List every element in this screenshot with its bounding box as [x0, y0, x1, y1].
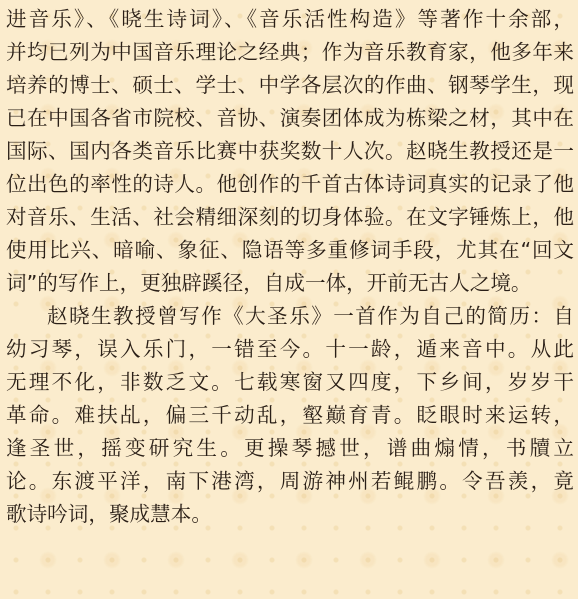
text-line: 词”的写作上，更独辟蹊径，自成一体，开前无古人之境。	[6, 271, 532, 295]
text-line: 逢圣世，摇变研究生。更操琴撼世，谱曲煽情，书牘立	[6, 436, 574, 460]
text-line: 位出色的率性的诗人。他创作的千首古体诗词真实的记录了他	[6, 172, 574, 196]
text-line: 论。东渡平洋，南下港湾，周游神州若鲲鹏。令吾羡，竟	[6, 469, 574, 493]
text-line: 已在中国各省市院校、音协、演奏团体成为栋梁之材，其中在	[6, 106, 574, 130]
text-line: 进音乐》、《晓生诗词》、《音乐活性构造》等著作十余部，	[6, 7, 574, 31]
text-line: 国际、国内各类音乐比赛中获奖数十人次。赵晓生教授还是一	[6, 139, 574, 163]
text-line: 使用比兴、暗喻、象征、隐语等多重修词手段，尤其在“回文	[6, 238, 574, 262]
paragraph-1	[6, 3, 574, 300]
text-line: 革命。难扶乩，偏三千动乱，壑巅育青。眨眼时来运转，	[6, 403, 574, 427]
text-line: 歌诗吟词，聚成慧本。	[6, 502, 212, 526]
text-line: 无理不化，非数乏文。七载寒窗又四度，下乡间，岁岁干	[6, 370, 574, 394]
text-line: 赵晓生教授曾写作《大圣乐》一首作为自己的简历：自	[47, 304, 574, 328]
text-line: 培养的博士、硕士、学士、中学各层次的作曲、钢琴学生，现	[6, 73, 574, 97]
text-line: 对音乐、生活、社会精细深刻的切身体验。在文字锤炼上，他	[6, 205, 574, 229]
text-line: 并均已列为中国音乐理论之经典；作为音乐教育家，他多年来	[6, 40, 574, 64]
text-line: 幼习琴，误入乐门，一错至今。十一龄，遁来音中。从此	[6, 337, 574, 361]
paragraph-2	[6, 300, 574, 531]
